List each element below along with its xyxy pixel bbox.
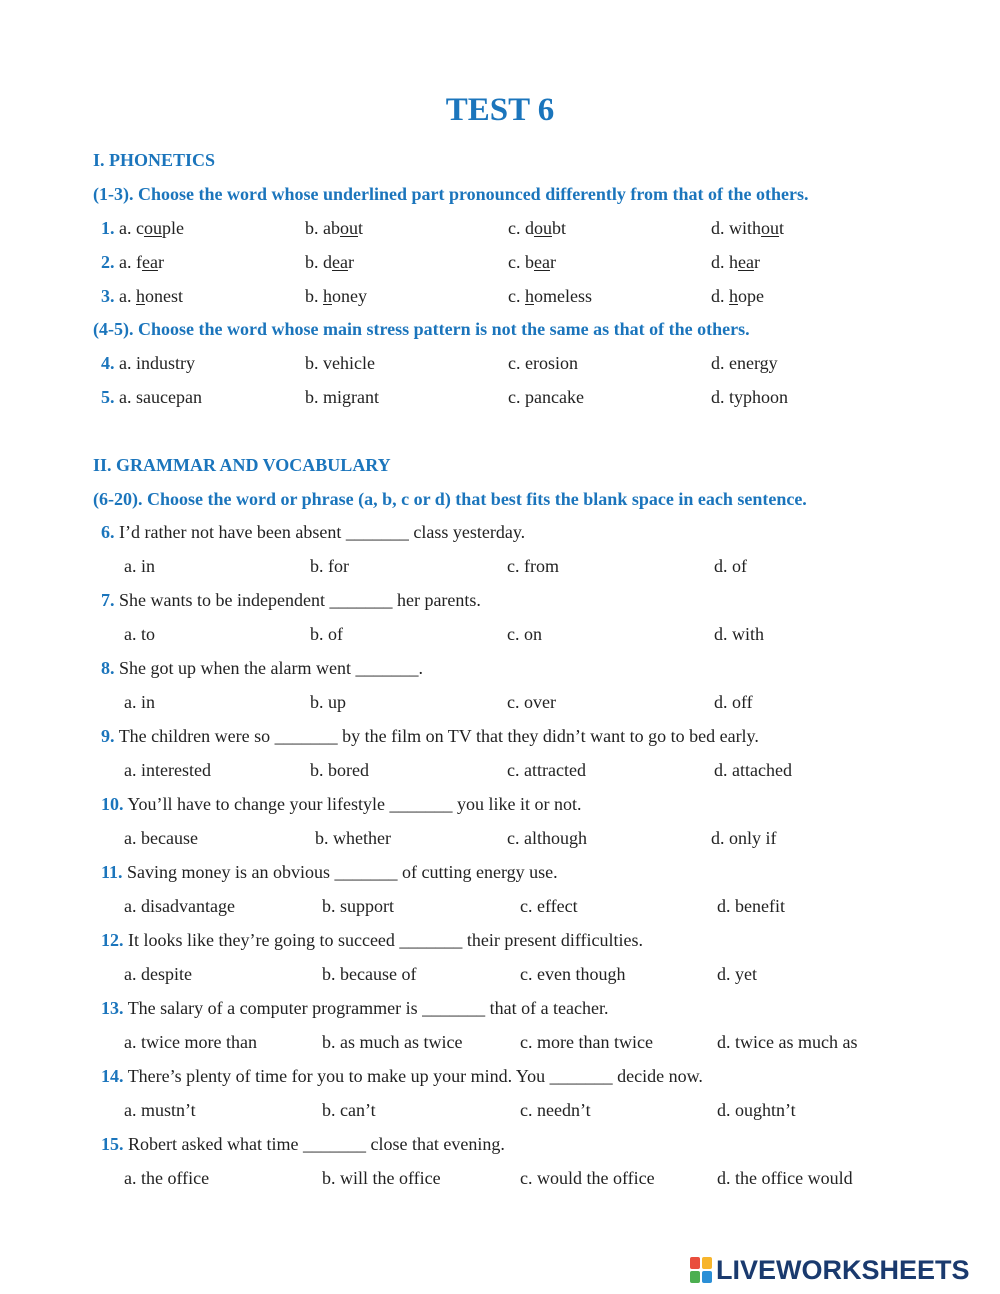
- options-row: [0, 556, 1000, 580]
- question-row: [0, 353, 1000, 377]
- instruction-4-5: (4-5). Choose the word whose main stress pattern is not the same as that of the others.: [93, 319, 750, 339]
- option-c[interactable]: c. even though: [520, 964, 626, 984]
- question-number: 3.: [101, 286, 115, 306]
- option-b[interactable]: b. bored: [310, 760, 369, 780]
- option-a[interactable]: a. the office: [124, 1168, 210, 1188]
- question-number: 2.: [101, 252, 115, 272]
- option-a[interactable]: a. interested: [124, 760, 211, 780]
- option-c[interactable]: c. would the office: [520, 1168, 655, 1188]
- option-b[interactable]: b. vehicle: [305, 353, 375, 373]
- option-c[interactable]: c. although: [507, 828, 587, 848]
- option-c[interactable]: c. over: [507, 692, 556, 712]
- option-a[interactable]: a. in: [124, 692, 155, 712]
- options-row: [0, 964, 1000, 988]
- question-text: It looks like they’re going to succeed _______ their present difficulties.: [128, 930, 644, 950]
- option-c[interactable]: c. needn’t: [520, 1100, 591, 1120]
- option-a[interactable]: a. to: [124, 624, 155, 644]
- option-c[interactable]: c. attracted: [507, 760, 586, 780]
- option-c[interactable]: c. on: [507, 624, 542, 644]
- option-c[interactable]: c. more than twice: [520, 1032, 653, 1052]
- question-number: 13.: [101, 998, 124, 1018]
- question-number: 7.: [101, 590, 115, 610]
- option-b[interactable]: b. whether: [315, 828, 391, 848]
- option-d[interactable]: d. of: [714, 556, 747, 576]
- option-b[interactable]: b. for: [310, 556, 349, 576]
- question-row: 1. a. couple b. about c. doubt d. without: [101, 218, 785, 238]
- question-row: [0, 930, 1000, 954]
- question-number: 8.: [101, 658, 115, 678]
- option-d[interactable]: d. benefit: [717, 896, 785, 916]
- option-d[interactable]: d. typhoon: [711, 387, 789, 407]
- option-d[interactable]: d. attached: [714, 760, 792, 780]
- question-row: [0, 1134, 1000, 1158]
- question-text: I’d rather not have been absent _______ class yesterday.: [119, 522, 526, 542]
- question-row: [0, 522, 1000, 546]
- question-number: 5.: [101, 387, 115, 407]
- option-a[interactable]: a. in: [124, 556, 155, 576]
- option-d[interactable]: d. the office would: [717, 1168, 853, 1188]
- option-a[interactable]: a. industry: [119, 353, 195, 373]
- question-row: [0, 387, 1000, 411]
- options-row: [0, 1100, 1000, 1124]
- option-d[interactable]: d. only if: [711, 828, 777, 848]
- option-b[interactable]: b. as much as twice: [322, 1032, 463, 1052]
- options-row: [0, 760, 1000, 784]
- option-c[interactable]: c. homeless: [508, 286, 592, 306]
- option-c[interactable]: c. bear: [508, 252, 556, 272]
- instruction-1-3: (1-3). Choose the word whose underlined part pronounced differently from that of the others.: [93, 184, 809, 204]
- question-number: 14.: [101, 1066, 124, 1086]
- options-row: [0, 692, 1000, 716]
- liveworksheets-logo: [690, 1252, 970, 1288]
- question-row: [0, 726, 1000, 750]
- question-row: 2. a. fear b. dear c. bear d. hear: [101, 252, 760, 272]
- option-c[interactable]: c. erosion: [508, 353, 578, 373]
- option-d[interactable]: d. twice as much as: [717, 1032, 858, 1052]
- options-row: [0, 896, 1000, 920]
- option-a[interactable]: a. saucepan: [119, 387, 202, 407]
- option-c[interactable]: c. from: [507, 556, 559, 576]
- option-a[interactable]: a. twice more than: [124, 1032, 257, 1052]
- question-number: 1.: [101, 218, 115, 238]
- question-row: [0, 998, 1000, 1022]
- question-row: [0, 658, 1000, 682]
- option-b[interactable]: b. about: [305, 218, 364, 238]
- question-number: 4.: [101, 353, 115, 373]
- question-number: 9.: [101, 726, 115, 746]
- option-a[interactable]: a. disadvantage: [124, 896, 235, 916]
- options-row: [0, 624, 1000, 648]
- option-b[interactable]: b. will the office: [322, 1168, 441, 1188]
- option-c[interactable]: c. effect: [520, 896, 578, 916]
- question-text: The children were so _______ by the film on TV that they didn’t want to go to bed early.: [118, 726, 759, 746]
- question-text: You’ll have to change your lifestyle _______ you like it or not.: [127, 794, 582, 814]
- question-number: 10.: [101, 794, 124, 814]
- option-d[interactable]: d. hope: [711, 286, 764, 306]
- option-b[interactable]: b. migrant: [305, 387, 379, 407]
- option-b[interactable]: b. dear: [305, 252, 354, 272]
- options-row: [0, 1032, 1000, 1056]
- option-c[interactable]: c. doubt: [508, 218, 567, 238]
- option-d[interactable]: d. without: [711, 218, 785, 238]
- option-b[interactable]: b. can’t: [322, 1100, 376, 1120]
- option-c[interactable]: c. pancake: [508, 387, 584, 407]
- option-a[interactable]: a. despite: [124, 964, 192, 984]
- option-a[interactable]: a. mustn’t: [124, 1100, 196, 1120]
- question-number: 12.: [101, 930, 124, 950]
- question-row: [0, 1066, 1000, 1090]
- options-row: [0, 828, 1000, 852]
- option-d[interactable]: d. with: [714, 624, 765, 644]
- option-d[interactable]: d. yet: [717, 964, 757, 984]
- question-text: There’s plenty of time for you to make up your mind. You _______ decide now.: [127, 1066, 703, 1086]
- option-b[interactable]: b. up: [310, 692, 346, 712]
- logo-mark-icon: [690, 1257, 712, 1283]
- question-row: [0, 794, 1000, 818]
- question-text: She wants to be independent _______ her parents.: [119, 590, 481, 610]
- option-b[interactable]: b. honey: [305, 286, 367, 306]
- option-d[interactable]: d. hear: [711, 252, 760, 272]
- section-phonetics: I. PHONETICS: [93, 150, 216, 170]
- brand-name: LIVEWORKSHEETS: [716, 1254, 970, 1285]
- option-b[interactable]: b. of: [310, 624, 343, 644]
- option-d[interactable]: d. energy: [711, 353, 778, 373]
- question-number: 6.: [101, 522, 115, 542]
- question-number: 11.: [101, 862, 123, 882]
- question-row: [0, 862, 1000, 886]
- option-d[interactable]: d. oughtn’t: [717, 1100, 796, 1120]
- instruction-6-20: (6-20). Choose the word or phrase (a, b, c or d) that best fits the blank space in each sentence.: [93, 489, 807, 509]
- question-text: Saving money is an obvious _______ of cutting energy use.: [127, 862, 558, 882]
- option-b[interactable]: b. support: [322, 896, 394, 916]
- option-b[interactable]: b. because of: [322, 964, 417, 984]
- question-row: [0, 590, 1000, 614]
- question-number: 15.: [101, 1134, 124, 1154]
- section-grammar: II. GRAMMAR AND VOCABULARY: [93, 455, 391, 475]
- option-a[interactable]: a. because: [124, 828, 198, 848]
- page-title: TEST 6: [445, 92, 555, 128]
- option-d[interactable]: d. off: [714, 692, 753, 712]
- question-text: Robert asked what time _______ close that evening.: [128, 1134, 505, 1154]
- question-text: The salary of a computer programmer is _______ that of a teacher.: [127, 998, 609, 1018]
- question-text: She got up when the alarm went _______.: [119, 658, 423, 678]
- question-row: 3. a. honest b. honey c. homeless d. hope: [101, 286, 764, 306]
- options-row: [0, 1168, 1000, 1192]
